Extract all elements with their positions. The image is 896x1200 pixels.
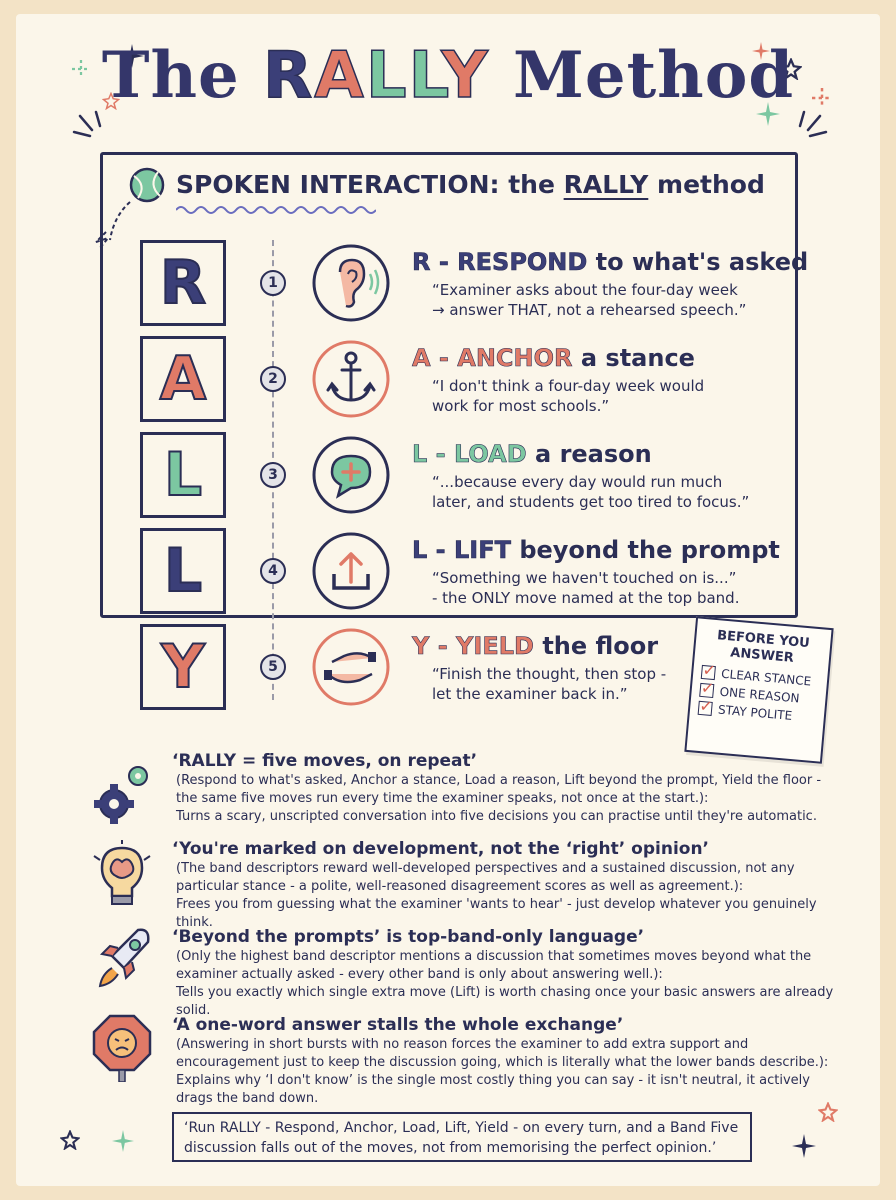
box-heading-rally: RALLY — [563, 170, 649, 199]
step-number: 3 — [260, 462, 286, 488]
step-keyword: Y - YIELD — [412, 632, 534, 660]
insight-takeaway: Frees you from guessing what the examiner 'wants to hear' - just develop whatever you genuinely think. — [176, 897, 817, 930]
box-heading-suffix: method — [657, 170, 765, 199]
insight-takeaway: Turns a scary, unscripted conversation into five decisions you can practise until they're automatic. — [176, 809, 817, 824]
title-letter-y: Y — [441, 39, 490, 113]
step-number: 4 — [260, 558, 286, 584]
checkbox-icon — [698, 701, 713, 716]
step-quote-load: “...because every day would run much later, and students get too tired to focus.” — [432, 473, 750, 511]
insight-item — [172, 1014, 842, 1108]
handoff-hands-icon — [310, 626, 392, 708]
insight-item — [172, 926, 842, 1020]
sparkle-icon — [60, 1130, 80, 1150]
title-letter-a: A — [314, 39, 366, 113]
insight-title: ‘A one-word answer stalls the whole exchange’ — [172, 1015, 624, 1035]
step-rest: a stance — [580, 344, 695, 372]
step-rest: to what's asked — [595, 248, 809, 276]
title-suffix: Method — [513, 38, 795, 113]
letter-tile-l1: L — [140, 432, 226, 518]
step-title-respond — [412, 248, 808, 276]
step-rest: the floor — [542, 632, 659, 660]
checklist-title: BEFORE YOU ANSWER — [716, 628, 811, 666]
insight-takeaway: Tells you exactly which single extra move (Lift) is worth chasing once your basic answers are already solid. — [176, 985, 834, 1018]
bounce-trail-icon — [84, 196, 134, 250]
step-title-yield — [412, 632, 658, 660]
title-letter-r: R — [263, 39, 315, 113]
insight-title: ‘RALLY = five moves, on repeat’ — [172, 751, 478, 771]
letter-tile-y: Y — [140, 624, 226, 710]
flourish-icon — [70, 110, 130, 150]
step-number: 1 — [260, 270, 286, 296]
step-title-lift — [412, 536, 780, 564]
insight-item — [172, 838, 842, 932]
anchor-icon — [310, 338, 392, 420]
insight-explanation: (Respond to what's asked, Anchor a stance, Load a reason, Lift beyond the prompt, Yield the floor - the same five moves run every time the examiner speaks, not once at the start.): — [176, 773, 822, 806]
step-rest: a reason — [535, 440, 652, 468]
step-title-load — [412, 440, 652, 468]
lightbulb-brain-icon — [88, 840, 156, 910]
step-quote-anchor: “I don't think a four-day week would work for most schools.” — [432, 377, 705, 415]
wavy-underline — [176, 204, 376, 216]
step-number: 5 — [260, 654, 286, 680]
insight-item — [172, 750, 842, 826]
insight-takeaway: Explains why ‘I don't know’ is the single most costly thing you can say - it isn't neutral, it actively drags the band down. — [176, 1073, 810, 1106]
step-quote-lift: “Something we haven't touched on is...” - the ONLY move named at the top band. — [432, 569, 740, 607]
insight-explanation: (Answering in short bursts with no reason forces the examiner to add extra support and encouragement just to keep the discussion going, which is literally what the lower bands describe.): — [176, 1037, 829, 1070]
step-rest: beyond the prompt — [519, 536, 780, 564]
insight-explanation: (Only the highest band descriptor mentions a discussion that sometimes moves beyond what the examiner actually asked - every other band is only about answering well.): — [176, 949, 812, 982]
gears-icon — [88, 760, 156, 830]
insight-title: ‘Beyond the prompts’ is top-band-only language’ — [172, 927, 645, 947]
step-keyword: A - ANCHOR — [412, 344, 573, 372]
step-keyword: L - LOAD — [412, 440, 527, 468]
step-quote-respond: “Examiner asks about the four-day week → answer THAT, not a rehearsed speech.” — [432, 281, 747, 319]
checklist-item-label: ONE REASON — [719, 684, 801, 706]
letter-tile-r: R — [140, 240, 226, 326]
stop-sign-icon — [88, 1012, 156, 1082]
sparkle-icon — [112, 1130, 134, 1152]
step-quote-yield: “Finish the thought, then stop - let the examiner back in.” — [432, 665, 667, 703]
letter-tile-l2: L — [140, 528, 226, 614]
step-keyword: L - LIFT — [412, 536, 511, 564]
title-letter-l2: L — [408, 39, 442, 113]
insight-title: ‘You're marked on development, not the ‘right’ opinion’ — [172, 839, 710, 859]
speech-plus-icon — [310, 434, 392, 516]
step-keyword: R - RESPOND — [412, 248, 588, 276]
step-number: 2 — [260, 366, 286, 392]
checklist-item-label: CLEAR STANCE — [720, 666, 812, 689]
sparkle-icon — [792, 1134, 816, 1158]
title-letter-l1: L — [365, 39, 409, 113]
upload-arrow-icon — [310, 530, 392, 612]
rocket-icon — [88, 924, 156, 994]
letter-tile-a: A — [140, 336, 226, 422]
flourish-icon — [770, 110, 830, 150]
insight-explanation: (The band descriptors reward well-developed perspectives and a sustained discussion, not any particular stance - a polite, well-reasoned disagreement scores as well as agreement.): — [176, 861, 795, 894]
step-title-anchor — [412, 344, 695, 372]
ear-icon — [310, 242, 392, 324]
page-title — [0, 38, 896, 113]
box-heading — [176, 170, 765, 199]
checklist-item-label: STAY POLITE — [717, 702, 793, 723]
summary-quote: ‘Run RALLY - Respond, Anchor, Load, Lift, Yield - on every turn, and a Band Five discussion falls out of the moves, not from memorising the perfect opinion.’ — [172, 1112, 752, 1162]
title-prefix: The — [101, 38, 240, 113]
before-you-answer-card — [684, 616, 833, 764]
title-rally — [263, 39, 490, 113]
box-heading-prefix: SPOKEN INTERACTION: the — [176, 170, 555, 199]
